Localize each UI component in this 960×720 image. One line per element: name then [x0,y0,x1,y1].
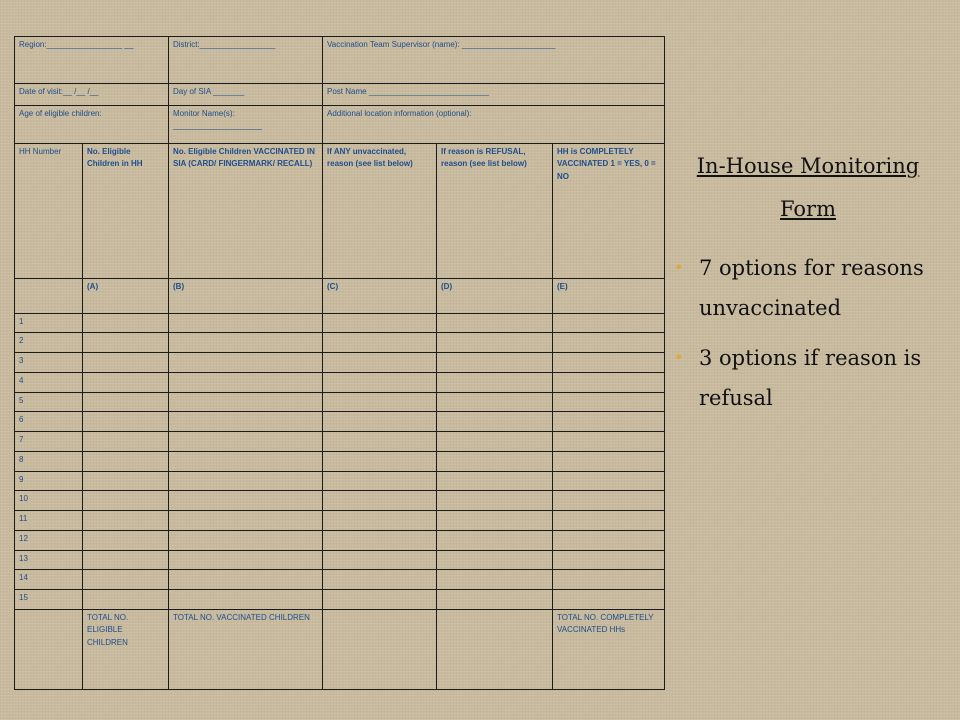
entry-cell[interactable] [83,511,169,531]
column-header-eligible-children: No. Eligible Children in HH [83,144,169,279]
entry-cell[interactable] [83,471,169,491]
entry-cell[interactable] [553,471,665,491]
total-cell-blank [15,609,83,689]
table-row [15,511,665,531]
entry-cell[interactable] [553,530,665,550]
column-letter-c: (C) [323,279,437,313]
slide-title [668,145,948,231]
row-number: 15 [15,590,83,610]
entry-cell[interactable] [437,412,553,432]
entry-cell[interactable] [323,570,437,590]
entry-cell[interactable] [169,471,323,491]
header-row-3 [15,105,665,143]
entry-cell[interactable] [437,511,553,531]
row-number: 5 [15,392,83,412]
total-eligible-children[interactable]: TOTAL NO. ELIGIBLE CHILDREN [83,609,169,689]
row-number: 11 [15,511,83,531]
entry-cell[interactable] [437,392,553,412]
entry-cell[interactable] [437,590,553,610]
entry-cell[interactable] [169,451,323,471]
column-letter-d: (D) [437,279,553,313]
column-header-completely-vaccinated: HH is COMPLETELY VACCINATED 1 = YES, 0 = NO [553,144,665,279]
row-number: 12 [15,530,83,550]
entry-cell[interactable] [83,451,169,471]
entry-cell[interactable] [169,392,323,412]
column-header-vaccinated-children: No. Eligible Children VACCINATED IN SIA (CARD/ FINGERMARK/ RECALL) [169,144,323,279]
column-header-hh-number: HH Number [15,144,83,279]
entry-cell[interactable] [83,432,169,452]
entry-cell[interactable] [437,530,553,550]
district-field[interactable]: District:_________________ [169,37,323,84]
entry-cell[interactable] [169,313,323,333]
table-row [15,353,665,373]
row-number: 1 [15,313,83,333]
entry-cell[interactable] [169,530,323,550]
entry-cell[interactable] [437,570,553,590]
table-row [15,412,665,432]
slide-bullets [670,248,952,428]
table-row [15,530,665,550]
monitor-names-field[interactable]: Monitor Name(s): ____________________ [169,105,323,143]
entry-cell[interactable] [323,511,437,531]
column-letter-row [15,279,665,313]
entry-cell[interactable] [83,570,169,590]
row-number: 8 [15,451,83,471]
row-number: 6 [15,412,83,432]
bullet-dot-icon: • [674,258,684,277]
column-letter-b: (B) [169,279,323,313]
row-number: 4 [15,372,83,392]
total-vaccinated-children[interactable]: TOTAL NO. VACCINATED CHILDREN [169,609,323,689]
table-row [15,590,665,610]
entry-cell[interactable] [553,570,665,590]
entry-cell[interactable] [553,313,665,333]
column-header-unvaccinated-reason: If ANY unvaccinated, reason (see list below) [323,144,437,279]
entry-cell[interactable] [323,451,437,471]
row-number: 7 [15,432,83,452]
entry-cell[interactable] [169,570,323,590]
table-row [15,432,665,452]
entry-cell[interactable] [553,511,665,531]
row-number: 10 [15,491,83,511]
entry-cell[interactable] [83,353,169,373]
bullet-dot-icon: • [674,348,684,367]
entry-cell[interactable] [169,590,323,610]
entry-cell[interactable] [323,530,437,550]
bullet-item [670,248,952,328]
entry-cell[interactable] [83,372,169,392]
entry-cell[interactable] [553,432,665,452]
entry-cell[interactable] [323,491,437,511]
day-of-sia-field[interactable]: Day of SIA _______ [169,83,323,105]
entry-cell[interactable] [323,392,437,412]
entry-cell[interactable] [553,491,665,511]
header-row-1 [15,37,665,84]
entry-cell[interactable] [553,353,665,373]
bullet-item [670,338,952,418]
entry-cell[interactable] [437,432,553,452]
table-row [15,372,665,392]
entry-cell[interactable] [83,550,169,570]
entry-cell[interactable] [437,550,553,570]
entry-cell[interactable] [169,511,323,531]
entry-cell[interactable] [437,313,553,333]
entry-cell[interactable] [169,550,323,570]
total-cell-d [437,609,553,689]
entry-cell[interactable] [169,412,323,432]
entry-cell[interactable] [437,353,553,373]
entry-cell[interactable] [553,392,665,412]
entry-cell[interactable] [323,333,437,353]
column-letter-blank [15,279,83,313]
entry-cell[interactable] [437,491,553,511]
table-row [15,333,665,353]
date-of-visit-field[interactable]: Date of visit:__ /__ /__ [15,83,169,105]
entry-cell[interactable] [553,550,665,570]
column-letter-e: (E) [553,279,665,313]
entry-cell[interactable] [83,333,169,353]
entry-cell[interactable] [553,590,665,610]
row-number: 13 [15,550,83,570]
entry-cell[interactable] [323,353,437,373]
form-table [14,36,665,690]
column-header-row [15,144,665,279]
slide-title-line-2: Form [779,197,837,221]
region-field[interactable]: Region:_________________ __ [15,37,169,84]
entry-cell[interactable] [169,372,323,392]
entry-cell[interactable] [83,530,169,550]
entry-cell[interactable] [169,353,323,373]
age-children-field[interactable]: Age of eligible children: [15,105,169,143]
total-completely-vaccinated-hhs[interactable]: TOTAL NO. COMPLETELY VACCINATED HHs [553,609,665,689]
totals-row [15,609,665,689]
entry-cell[interactable] [553,372,665,392]
entry-cell[interactable] [169,333,323,353]
entry-cell[interactable] [83,412,169,432]
entry-cell[interactable] [83,491,169,511]
additional-location-field[interactable]: Additional location information (optional): [323,105,665,143]
table-row [15,491,665,511]
entry-cell[interactable] [553,451,665,471]
table-row [15,570,665,590]
table-row [15,451,665,471]
post-name-field[interactable]: Post Name ___________________________ [323,83,665,105]
row-number: 2 [15,333,83,353]
entry-cell[interactable] [83,313,169,333]
entry-cell[interactable] [323,471,437,491]
row-number: 9 [15,471,83,491]
row-number: 14 [15,570,83,590]
entry-cell[interactable] [323,313,437,333]
slide-title-line-1: In-House Monitoring [696,154,920,178]
table-row [15,550,665,570]
total-cell-c [323,609,437,689]
entry-cell[interactable] [437,451,553,471]
entry-cell[interactable] [169,432,323,452]
table-row [15,471,665,491]
bullet-text: 3 options if reason is refusal [699,346,922,410]
supervisor-field[interactable]: Vaccination Team Supervisor (name): _____________________ [323,37,665,84]
table-row [15,392,665,412]
entry-cell[interactable] [83,590,169,610]
entry-cell[interactable] [323,372,437,392]
entry-cell[interactable] [83,392,169,412]
entry-cell[interactable] [169,491,323,511]
bullet-text: 7 options for reasons unvaccinated [699,256,924,320]
entry-cell[interactable] [323,550,437,570]
entry-cell[interactable] [553,333,665,353]
entry-cell[interactable] [323,432,437,452]
monitoring-form [14,36,664,690]
header-row-2 [15,83,665,105]
column-header-refusal-reason: If reason is REFUSAL, reason (see list below) [437,144,553,279]
entry-cell[interactable] [323,590,437,610]
row-number: 3 [15,353,83,373]
entry-cell[interactable] [437,372,553,392]
entry-cell[interactable] [323,412,437,432]
entry-cell[interactable] [437,471,553,491]
column-letter-a: (A) [83,279,169,313]
table-row [15,313,665,333]
entry-cell[interactable] [437,333,553,353]
entry-cell[interactable] [553,412,665,432]
